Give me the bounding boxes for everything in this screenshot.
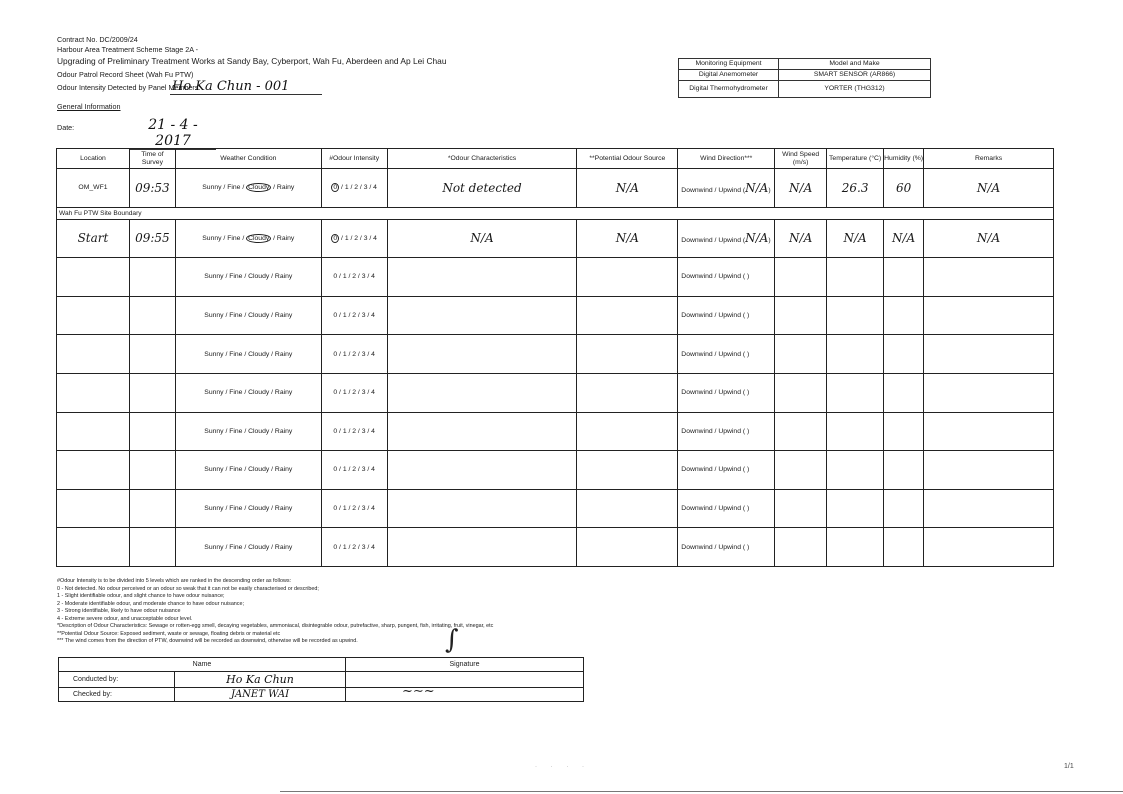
col-source: **Potential Odour Source <box>577 149 678 169</box>
weather-cell[interactable]: Sunny / Fine / Cloudy / Rainy <box>175 258 321 297</box>
humidity-cell[interactable] <box>884 451 924 490</box>
table-row <box>57 258 1054 297</box>
signoff-header-row <box>59 658 584 672</box>
remarks-cell[interactable] <box>924 296 1054 335</box>
intensity-cell[interactable]: 0 / 1 / 2 / 3 / 4 <box>321 489 387 528</box>
characteristics-cell[interactable] <box>387 296 577 335</box>
checked-name[interactable]: JANET WAI <box>175 688 346 702</box>
wind-speed-cell[interactable]: N/A <box>775 219 827 258</box>
equipment-row <box>679 70 931 81</box>
remarks-cell[interactable] <box>924 412 1054 451</box>
weather-cell[interactable]: Sunny / Fine / Cloudy / Rainy <box>175 489 321 528</box>
characteristics-cell[interactable]: Not detected <box>387 169 577 208</box>
weather-option: Sunny / Fine / <box>202 234 247 242</box>
wind-speed-cell[interactable] <box>775 451 827 490</box>
wind-direction-cell[interactable]: Downwind / Upwind (N/A) <box>678 169 775 208</box>
characteristics-cell[interactable] <box>387 373 577 412</box>
time-cell[interactable] <box>129 335 175 374</box>
checker-signature-mark: ~∼~ <box>402 684 435 699</box>
odour-patrol-table <box>56 148 1054 567</box>
wind-speed-cell[interactable]: N/A <box>775 169 827 208</box>
intensity-cell[interactable] <box>321 219 387 258</box>
table-row <box>57 169 1054 208</box>
remarks-cell[interactable] <box>924 451 1054 490</box>
characteristics-cell[interactable] <box>387 451 577 490</box>
table-row <box>57 373 1054 412</box>
characteristics-cell[interactable]: N/A <box>387 219 577 258</box>
equipment-model: SMART SENSOR (AR866) <box>779 70 931 81</box>
source-cell[interactable] <box>577 258 678 297</box>
weather-cell[interactable]: Sunny / Fine / Cloudy / Rainy <box>175 451 321 490</box>
source-cell[interactable] <box>577 296 678 335</box>
temperature-cell[interactable] <box>827 258 884 297</box>
equipment-table <box>678 58 931 98</box>
general-information-heading: General Information <box>57 102 121 111</box>
temperature-cell[interactable] <box>827 335 884 374</box>
signature-mark: ∫ <box>445 625 459 655</box>
wind-direction-cell[interactable]: Downwind / Upwind ( ) <box>678 451 775 490</box>
signature-header: Signature <box>346 658 584 672</box>
table-row <box>57 219 1054 258</box>
date-value[interactable]: 21 - 4 - 2017 <box>130 117 216 150</box>
location-cell[interactable] <box>57 528 130 567</box>
panel-members-label: Odour Intensity Detected by Panel Members: <box>57 83 201 92</box>
equipment-row <box>679 81 931 98</box>
scheme-title: Harbour Area Treatment Scheme Stage 2A - <box>57 45 199 54</box>
weather-cell[interactable]: Sunny / Fine / Cloudy / Rainy <box>175 528 321 567</box>
source-cell[interactable] <box>577 412 678 451</box>
wind-direction-cell[interactable]: Downwind / Upwind ( ) <box>678 335 775 374</box>
table-header-row <box>57 149 1054 169</box>
temperature-cell[interactable] <box>827 373 884 412</box>
wind-direction-value: N/A <box>745 231 769 246</box>
table-row <box>57 296 1054 335</box>
col-location: Location <box>57 149 130 169</box>
date-label: Date: <box>57 123 75 132</box>
col-humidity: Humidity (%) <box>884 149 924 169</box>
intensity-cell[interactable]: 0 / 1 / 2 / 3 / 4 <box>321 296 387 335</box>
wind-speed-cell[interactable] <box>775 373 827 412</box>
temperature-cell[interactable]: 26.3 <box>827 169 884 208</box>
time-cell[interactable] <box>129 489 175 528</box>
conducted-label: Conducted by: <box>59 672 175 688</box>
time-cell[interactable] <box>129 258 175 297</box>
weather-cell[interactable]: Sunny / Fine / Cloudy / Rainy <box>175 373 321 412</box>
weather-option: / Rainy <box>271 184 295 192</box>
wind-direction-value: N/A <box>745 180 769 195</box>
intensity-selected: 0 <box>333 234 338 242</box>
intensity-cell[interactable]: 0 / 1 / 2 / 3 / 4 <box>321 528 387 567</box>
remarks-cell[interactable] <box>924 258 1054 297</box>
wind-direction-cell[interactable]: Downwind / Upwind ( ) <box>678 489 775 528</box>
weather-cell[interactable]: Sunny / Fine / Cloudy / Rainy <box>175 335 321 374</box>
footnote-line: 4 - Extreme severe odour, and unacceptable odour level. <box>57 615 193 622</box>
time-cell[interactable] <box>129 451 175 490</box>
footnote-line: 1 - Slight identifiable odour, and slight chance to have odour nuisance; <box>57 593 225 599</box>
footnote-line: *Description of Odour Characteristics: Sewage or rotten-egg smell, decaying vegetables, ammoniacal, disintegrable odour, putrefactive, sharp, pungent, fish, irritating, fruit, vinegar, etc <box>57 623 494 629</box>
intensity-cell[interactable]: 0 / 1 / 2 / 3 / 4 <box>321 373 387 412</box>
conducted-row <box>59 672 584 688</box>
intensity-cell[interactable]: 0 / 1 / 2 / 3 / 4 <box>321 412 387 451</box>
temperature-cell[interactable] <box>827 489 884 528</box>
remarks-cell[interactable]: N/A <box>924 219 1054 258</box>
characteristics-cell[interactable] <box>387 412 577 451</box>
signoff-table <box>58 657 584 702</box>
humidity-cell[interactable] <box>884 528 924 567</box>
col-weather: Weather Condition <box>175 149 321 169</box>
location-cell[interactable] <box>57 451 130 490</box>
wind-speed-cell[interactable] <box>775 296 827 335</box>
remarks-cell[interactable] <box>924 335 1054 374</box>
location-cell[interactable] <box>57 412 130 451</box>
intensity-cell[interactable]: 0 / 1 / 2 / 3 / 4 <box>321 258 387 297</box>
panel-members-value[interactable]: Ho Ka Chun - 001 <box>170 79 322 95</box>
col-intensity: #Odour Intensity <box>321 149 387 169</box>
footnote-line: 3 - Strong identifiable, likely to have odour nuisance <box>57 608 181 614</box>
weather-cell[interactable]: Sunny / Fine / Cloudy / Rainy <box>175 296 321 335</box>
location-cell[interactable] <box>57 335 130 374</box>
remarks-cell[interactable]: N/A <box>924 169 1054 208</box>
time-cell[interactable]: 09:55 <box>129 219 175 258</box>
characteristics-cell[interactable] <box>387 335 577 374</box>
intensity-cell[interactable]: 0 / 1 / 2 / 3 / 4 <box>321 451 387 490</box>
remarks-cell[interactable] <box>924 528 1054 567</box>
page-number: 1/1 <box>1064 763 1074 770</box>
sheet-title: Odour Patrol Record Sheet (Wah Fu PTW) <box>57 70 194 79</box>
col-temperature: Temperature (°C) <box>827 149 884 169</box>
equipment-header-row <box>679 59 931 70</box>
checked-row <box>59 688 584 702</box>
equipment-header: Monitoring Equipment <box>679 59 779 70</box>
humidity-cell[interactable]: N/A <box>884 219 924 258</box>
characteristics-cell[interactable] <box>387 489 577 528</box>
source-cell[interactable] <box>577 373 678 412</box>
time-cell[interactable]: 09:53 <box>129 169 175 208</box>
location-cell[interactable] <box>57 373 130 412</box>
footnote-line: **Potential Odour Source: Exposed sediment, waste or sewage, floating debris or material etc <box>57 630 281 637</box>
wind-speed-cell[interactable] <box>775 258 827 297</box>
col-remarks: Remarks <box>924 149 1054 169</box>
footnote-line: #Odour Intensity is to be divided into 5 levels which are ranked in the descending order as follows: <box>57 578 292 584</box>
source-cell[interactable] <box>577 489 678 528</box>
wind-direction-cell[interactable]: Downwind / Upwind ( ) <box>678 528 775 567</box>
conducted-name[interactable]: Ho Ka Chun <box>175 672 346 688</box>
temperature-cell[interactable] <box>827 412 884 451</box>
section-label: Wah Fu PTW Site Boundary <box>57 207 1054 219</box>
wind-speed-cell[interactable] <box>775 528 827 567</box>
location-cell[interactable] <box>57 296 130 335</box>
intensity-option: / 1 / 2 / 3 / 4 <box>339 234 377 242</box>
humidity-cell[interactable] <box>884 258 924 297</box>
wind-speed-cell[interactable] <box>775 489 827 528</box>
location-cell[interactable] <box>57 489 130 528</box>
wind-direction-cell[interactable]: Downwind / Upwind ( ) <box>678 296 775 335</box>
remarks-cell[interactable] <box>924 489 1054 528</box>
weather-selected: Cloudy <box>248 234 270 242</box>
humidity-cell[interactable]: 60 <box>884 169 924 208</box>
temperature-cell[interactable] <box>827 296 884 335</box>
col-wind-speed: Wind Speed (m/s) <box>775 149 827 169</box>
footnote-line: *** The wind comes from the direction of PTW, downwind will be recorded as downwind, otherwise will be recorded as upwind. <box>57 638 358 644</box>
contract-number: Contract No. DC/2009/24 <box>57 35 138 44</box>
wind-direction-cell[interactable]: Downwind / Upwind ( ) <box>678 373 775 412</box>
table-row <box>57 489 1054 528</box>
weather-selected: Cloudy <box>248 184 270 192</box>
equipment-model: YORTER (THG312) <box>779 81 931 98</box>
source-cell[interactable] <box>577 451 678 490</box>
table-row <box>57 412 1054 451</box>
name-header: Name <box>59 658 346 672</box>
weather-cell[interactable] <box>175 219 321 258</box>
temperature-cell[interactable] <box>827 451 884 490</box>
intensity-selected: 0 <box>333 184 338 192</box>
checked-label: Checked by: <box>59 688 175 702</box>
wind-option: Downwind / Upwind ( <box>681 237 746 245</box>
time-cell[interactable] <box>129 373 175 412</box>
characteristics-cell[interactable] <box>387 258 577 297</box>
temperature-cell[interactable] <box>827 528 884 567</box>
col-characteristics: *Odour Characteristics <box>387 149 577 169</box>
location-cell[interactable]: OM_WF1 <box>57 169 130 208</box>
footnote-line: 0 - Not detected. No odour perceived or an odour so weak that it can not be easily characterised or described; <box>57 585 319 592</box>
remarks-cell[interactable] <box>924 373 1054 412</box>
wind-speed-cell[interactable] <box>775 412 827 451</box>
time-cell[interactable] <box>129 528 175 567</box>
table-row <box>57 335 1054 374</box>
weather-cell[interactable] <box>175 169 321 208</box>
bottom-rule <box>280 791 1123 792</box>
source-cell[interactable]: N/A <box>577 169 678 208</box>
location-cell[interactable]: Start <box>57 219 130 258</box>
weather-option: / Rainy <box>271 234 295 242</box>
section-row <box>57 207 1054 219</box>
model-header: Model and Make <box>779 59 931 70</box>
weather-cell[interactable]: Sunny / Fine / Cloudy / Rainy <box>175 412 321 451</box>
wind-direction-cell[interactable]: Downwind / Upwind ( ) <box>678 412 775 451</box>
humidity-cell[interactable] <box>884 296 924 335</box>
equipment-item: Digital Thermohydrometer <box>679 81 779 98</box>
humidity-cell[interactable] <box>884 489 924 528</box>
weather-option: Sunny / Fine / <box>202 184 247 192</box>
source-cell[interactable] <box>577 528 678 567</box>
wind-speed-cell[interactable] <box>775 335 827 374</box>
humidity-cell[interactable] <box>884 373 924 412</box>
table-row <box>57 451 1054 490</box>
intensity-option: / 1 / 2 / 3 / 4 <box>339 184 377 192</box>
wind-direction-cell[interactable]: Downwind / Upwind ( ) <box>678 258 775 297</box>
location-cell[interactable] <box>57 258 130 297</box>
scan-noise: · · · · <box>535 764 590 770</box>
source-cell[interactable]: N/A <box>577 219 678 258</box>
col-wind-direction: Wind Direction*** <box>678 149 775 169</box>
characteristics-cell[interactable] <box>387 528 577 567</box>
col-time: Time of Survey <box>129 149 175 169</box>
equipment-item: Digital Anemometer <box>679 70 779 81</box>
time-cell[interactable] <box>129 412 175 451</box>
table-row <box>57 528 1054 567</box>
footnotes <box>57 578 493 646</box>
conducted-signature[interactable] <box>346 672 584 688</box>
intensity-cell[interactable] <box>321 169 387 208</box>
intensity-cell[interactable]: 0 / 1 / 2 / 3 / 4 <box>321 335 387 374</box>
wind-direction-cell[interactable]: Downwind / Upwind (N/A) <box>678 219 775 258</box>
checked-signature[interactable] <box>346 688 584 702</box>
temperature-cell[interactable]: N/A <box>827 219 884 258</box>
wind-option: Downwind / Upwind ( <box>681 186 746 194</box>
project-title: Upgrading of Preliminary Treatment Works at Sandy Bay, Cyberport, Wah Fu, Aberdeen and Ap Lei Chau <box>57 56 447 66</box>
footnote-line: 2 - Moderate identifiable odour, and moderate chance to have odour nuisance; <box>57 600 245 607</box>
source-cell[interactable] <box>577 335 678 374</box>
humidity-cell[interactable] <box>884 412 924 451</box>
humidity-cell[interactable] <box>884 335 924 374</box>
time-cell[interactable] <box>129 296 175 335</box>
empty-rows <box>57 258 1054 567</box>
